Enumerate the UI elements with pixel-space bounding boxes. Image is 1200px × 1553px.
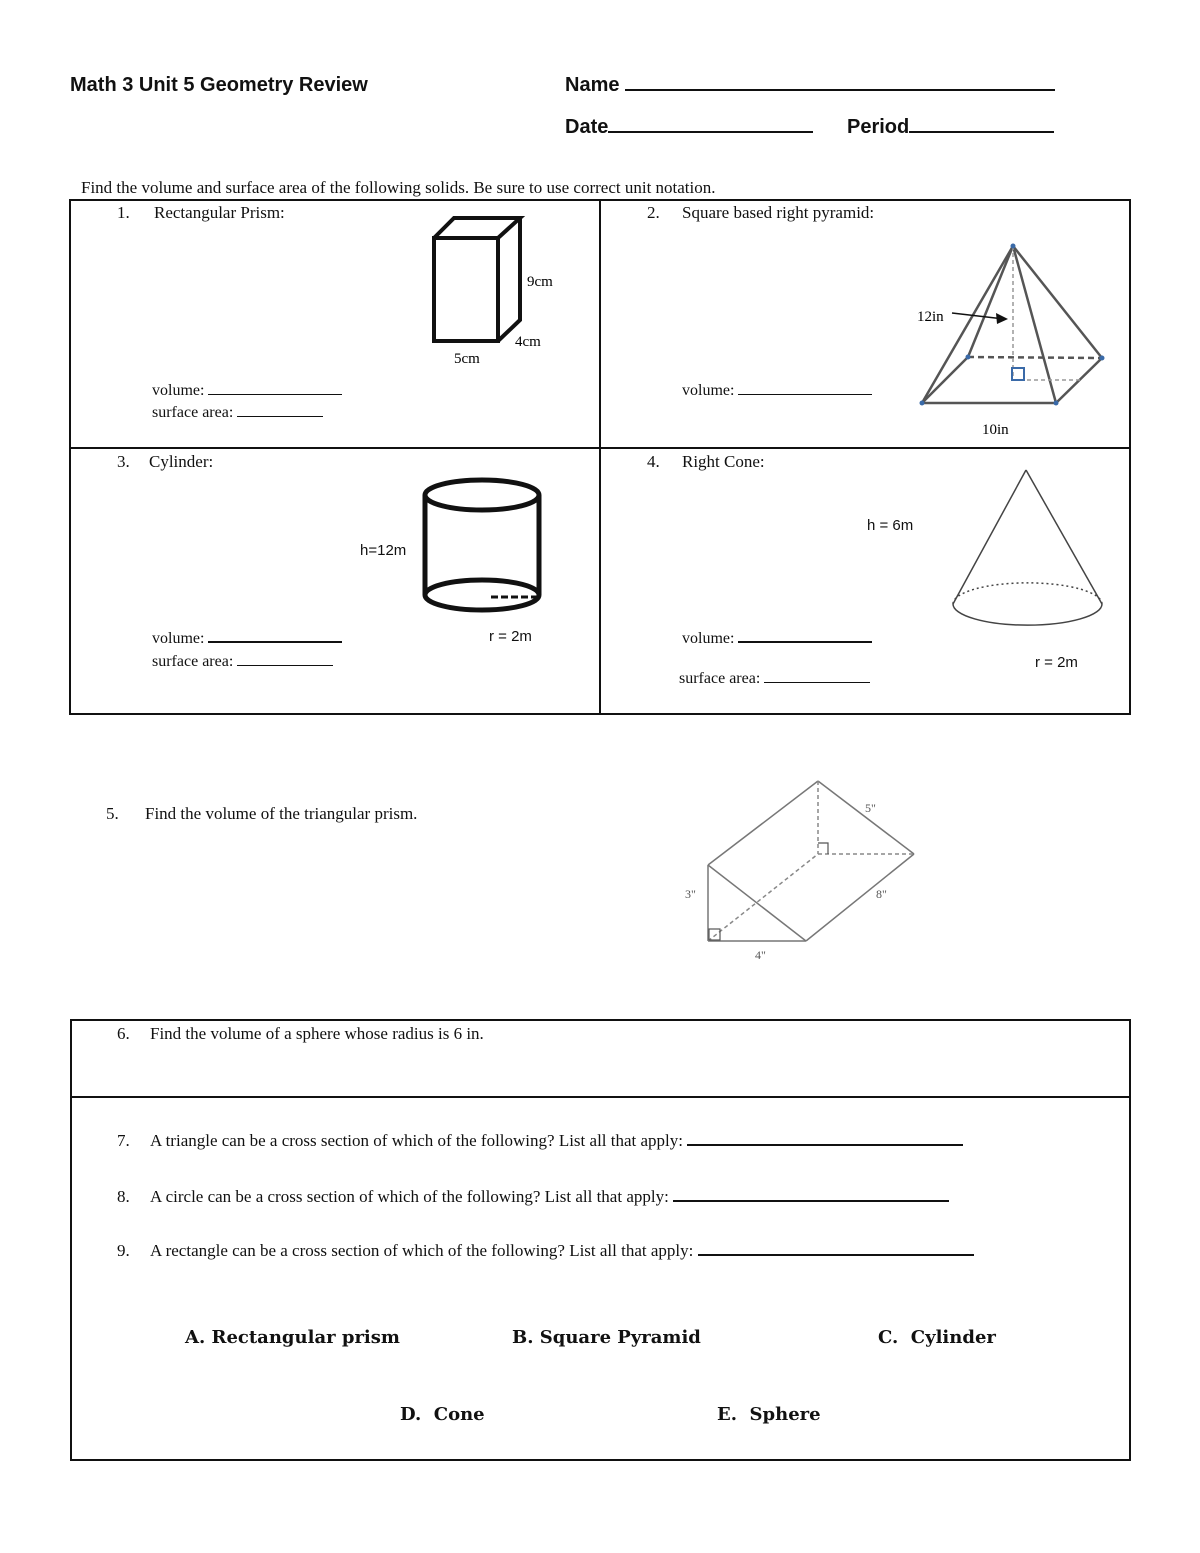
problem-1-title: Rectangular Prism: [154,203,285,222]
choice-c: C. Cylinder [878,1327,996,1348]
problem-4-title: Right Cone: [682,452,765,471]
prism-depth-label: 4cm [515,334,541,350]
problem-3-number: 3. [117,452,130,471]
triangular-prism-figure [675,770,935,970]
problem-9-number: 9. [117,1241,130,1260]
problem-1-surface-area [152,404,323,422]
volume-blank[interactable] [208,641,342,643]
rectangular-prism-figure [400,210,580,370]
volume-blank[interactable] [208,394,342,395]
cone-height-label: h = 6m [867,517,914,534]
surface-area-blank[interactable] [237,665,333,666]
volume-blank[interactable] [738,641,872,643]
choice-a: A. Rectangular prism [185,1327,400,1348]
surface-area-blank[interactable] [764,682,870,683]
surface-area-label: surface area: [152,404,234,421]
problem-3-heading [117,452,213,472]
problem-6-number: 6. [117,1024,130,1043]
surface-area-blank[interactable] [237,416,323,417]
problem-7-text: A triangle can be a cross section of which of the following? List all that apply: [150,1131,683,1150]
cone-figure [945,462,1115,632]
problem-2-volume [682,382,872,400]
volume-label: volume: [152,630,205,647]
date-label: Date [565,116,609,138]
choice-b: B. Square Pyramid [512,1327,701,1348]
problem-1-volume [152,382,342,400]
date-field [565,116,813,139]
problem-8-text: A circle can be a cross section of which of the following? List all that apply: [150,1187,669,1206]
problem-7-answer-blank[interactable] [687,1144,963,1146]
pyramid-height-label: 12in [917,309,944,325]
volume-blank[interactable] [738,394,872,395]
problem-7-number: 7. [117,1131,130,1150]
problem-8-number: 8. [117,1187,130,1206]
cylinder-figure [415,475,550,620]
volume-label: volume: [682,630,735,647]
problem-9-answer-blank[interactable] [698,1254,974,1256]
grid-divider-vertical [599,199,601,715]
prism-length-label: 8" [876,887,887,901]
period-blank[interactable] [909,131,1054,133]
pyramid-base-label: 10in [982,422,1009,438]
name-label: Name [565,74,620,96]
problem-9-text: A rectangle can be a cross section of which of the following? List all that apply: [150,1241,694,1260]
grid-divider-horizontal [69,447,1131,449]
problems-6-9-box [70,1019,1131,1461]
volume-label: volume: [152,382,205,399]
page-title: Math 3 Unit 5 Geometry Review [70,74,368,96]
cylinder-height-label: h=12m [360,542,407,559]
problem-8 [117,1187,949,1207]
problem-1-number: 1. [117,203,130,222]
problem-3-title: Cylinder: [149,452,214,471]
problem-8-answer-blank[interactable] [673,1200,949,1202]
problem-2-title: Square based right pyramid: [682,203,875,222]
prism-hypotenuse-label: 5" [865,801,876,815]
prism-front-face [434,238,498,341]
problem-7 [117,1131,963,1151]
problem-4-surface-area [679,670,870,688]
prism-height-label: 9cm [527,274,553,290]
name-field [565,74,1055,97]
period-label: Period [847,116,910,138]
problem-3-volume [152,630,342,648]
prism-height-label: 3" [685,887,696,901]
problem-1-heading [117,203,285,223]
date-blank[interactable] [608,131,813,133]
cone-radius-label: r = 2m [1035,654,1078,671]
prism-top-face [434,218,520,238]
name-blank[interactable] [625,89,1055,91]
problem-5-text: Find the volume of the triangular prism. [145,804,418,823]
cylinder-radius-label: r = 2m [489,628,532,645]
volume-label: volume: [682,382,735,399]
problem-5 [106,804,417,824]
square-pyramid-figure [900,235,1120,445]
problem-2-number: 2. [647,203,660,222]
instructions: Find the volume and surface area of the following solids. Be sure to use correct unit notation. [81,178,716,197]
right-angle-marker [1012,368,1024,380]
problem-9 [117,1241,974,1261]
problem-4-heading [647,452,765,472]
problem-6 [117,1024,484,1044]
box-divider [70,1096,1131,1098]
problem-2-heading [647,203,874,223]
problem-4-number: 4. [647,452,660,471]
period-field [847,116,1054,139]
prism-width-label: 5cm [454,351,480,367]
prism-base-label: 4" [755,948,766,962]
surface-area-label: surface area: [679,670,761,687]
problem-4-volume [682,630,872,648]
surface-area-label: surface area: [152,653,234,670]
choice-e: E. Sphere [717,1404,821,1425]
problem-6-text: Find the volume of a sphere whose radius is 6 in. [150,1024,484,1043]
problem-3-surface-area [152,653,333,671]
problem-5-number: 5. [106,804,119,823]
choice-d: D. Cone [400,1404,485,1425]
